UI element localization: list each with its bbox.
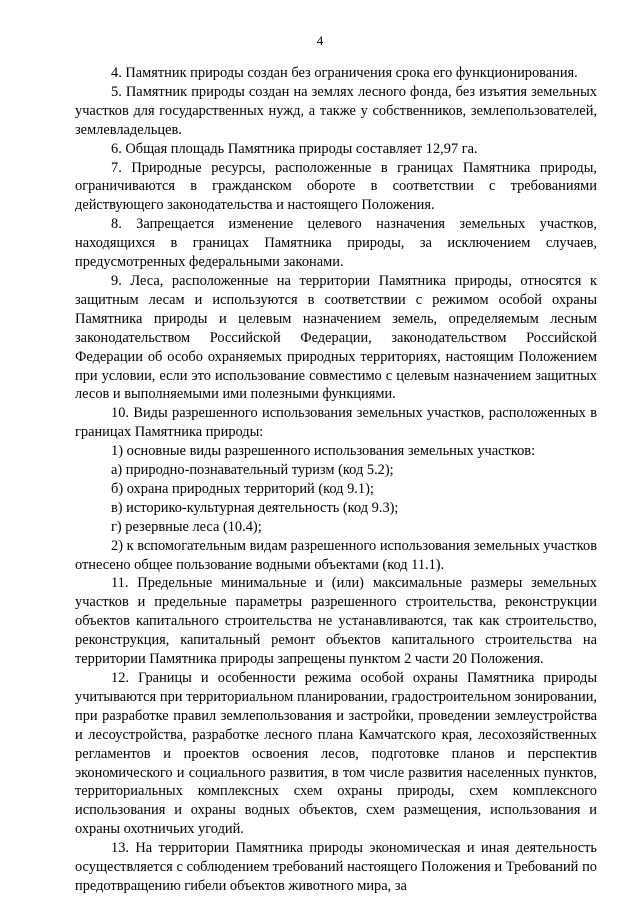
paragraph-12: 12. Границы и особенности режима особой охраны Памятника природы учитываются при территориальном планировании, градостроительном зонировании, при разработке правил землепользования и застройки, проведении землеустройства и лесоустройства, разработке лесного плана Камчатского края, лесохозяйственных регламентов и проектов освоения лесов, подготовке планов и перспектив экономического и социального развития, в том числе развития населенных пунктов, территориальных комплексных схем охраны природы, схем комплексного использования и охраны водных объектов, схем размещения, использования и охраны охотничьих угодий. — [75, 670, 597, 838]
paragraph-4: 4. Памятник природы создан без ограничения срока его функционирования. — [111, 65, 578, 81]
paragraph-10-1-v: в) историко-культурная деятельность (код 9.3); — [111, 499, 399, 516]
paragraph-10: 10. Виды разрешенного использования земельных участков, расположенных в границах Памятника природы: — [75, 405, 597, 441]
paragraph-9: 9. Леса, расположенные на территории Памятника природы, относятся к защитным лесам и используются в соответствии с режимом особой охраны Памятника природы и целевым назначением земель, определяемым лесным законодательством Российской Федерации, законодательством Российской Федерации об особо охраняемых природных территориях, настоящим Положением при условии, если это использование совместимо с целевым назначением защитных лесов и выполняемыми ими полезными функциями. — [75, 272, 597, 403]
paragraph-10-1-g: г) резервные леса (10.4); — [111, 518, 262, 535]
document-body — [75, 64, 597, 896]
paragraph-7: 7. Природные ресурсы, расположенные в границах Памятника природы, ограничиваются в гражданском обороте в соответствии с требованиями действующего законодательства и настоящего Положения. — [75, 159, 597, 214]
paragraph-10-2: 2) к вспомогательным видам разрешенного использования земельных участков отнесено общее пользование водными объектами (код 11.1). — [75, 537, 597, 573]
paragraph-10-1-b: б) охрана природных территорий (код 9.1); — [111, 480, 374, 497]
paragraph-8: 8. Запрещается изменение целевого назначения земельных участков, находящихся в границах Памятника природы, за исключением случаев, предусмотренных федеральными законами. — [75, 216, 597, 271]
page-number: 4 — [316, 33, 324, 48]
paragraph-13: 13. На территории Памятника природы экономическая и иная деятельность осуществляется с соблюдением требований настоящего Положения и Требований по предотвращению гибели объектов животного мира, за — [75, 840, 597, 894]
paragraph-10-1: 1) основные виды разрешенного использования земельных участков: — [111, 443, 536, 460]
paragraph-5: 5. Памятник природы создан на землях лесного фонда, без изъятия земельных участков для государственных нужд, а также у собственников, землепользователей, землевладельцев. — [75, 83, 597, 138]
paragraph-11: 11. Предельные минимальные и (или) максимальные размеры земельных участков и предельные параметры разрешенного строительства, реконструкции объектов капитального строительства не устанавливаются, так как строительство, реконструкция, капитальный ремонт объектов капитального строительства на территории Памятника природы запрещены пунктом 2 части 20 Положения. — [75, 575, 597, 668]
paragraph-6: 6. Общая площадь Памятника природы составляет 12,97 га. — [111, 140, 478, 157]
paragraph-10-1-a: а) природно-познавательный туризм (код 5.2); — [111, 462, 394, 479]
